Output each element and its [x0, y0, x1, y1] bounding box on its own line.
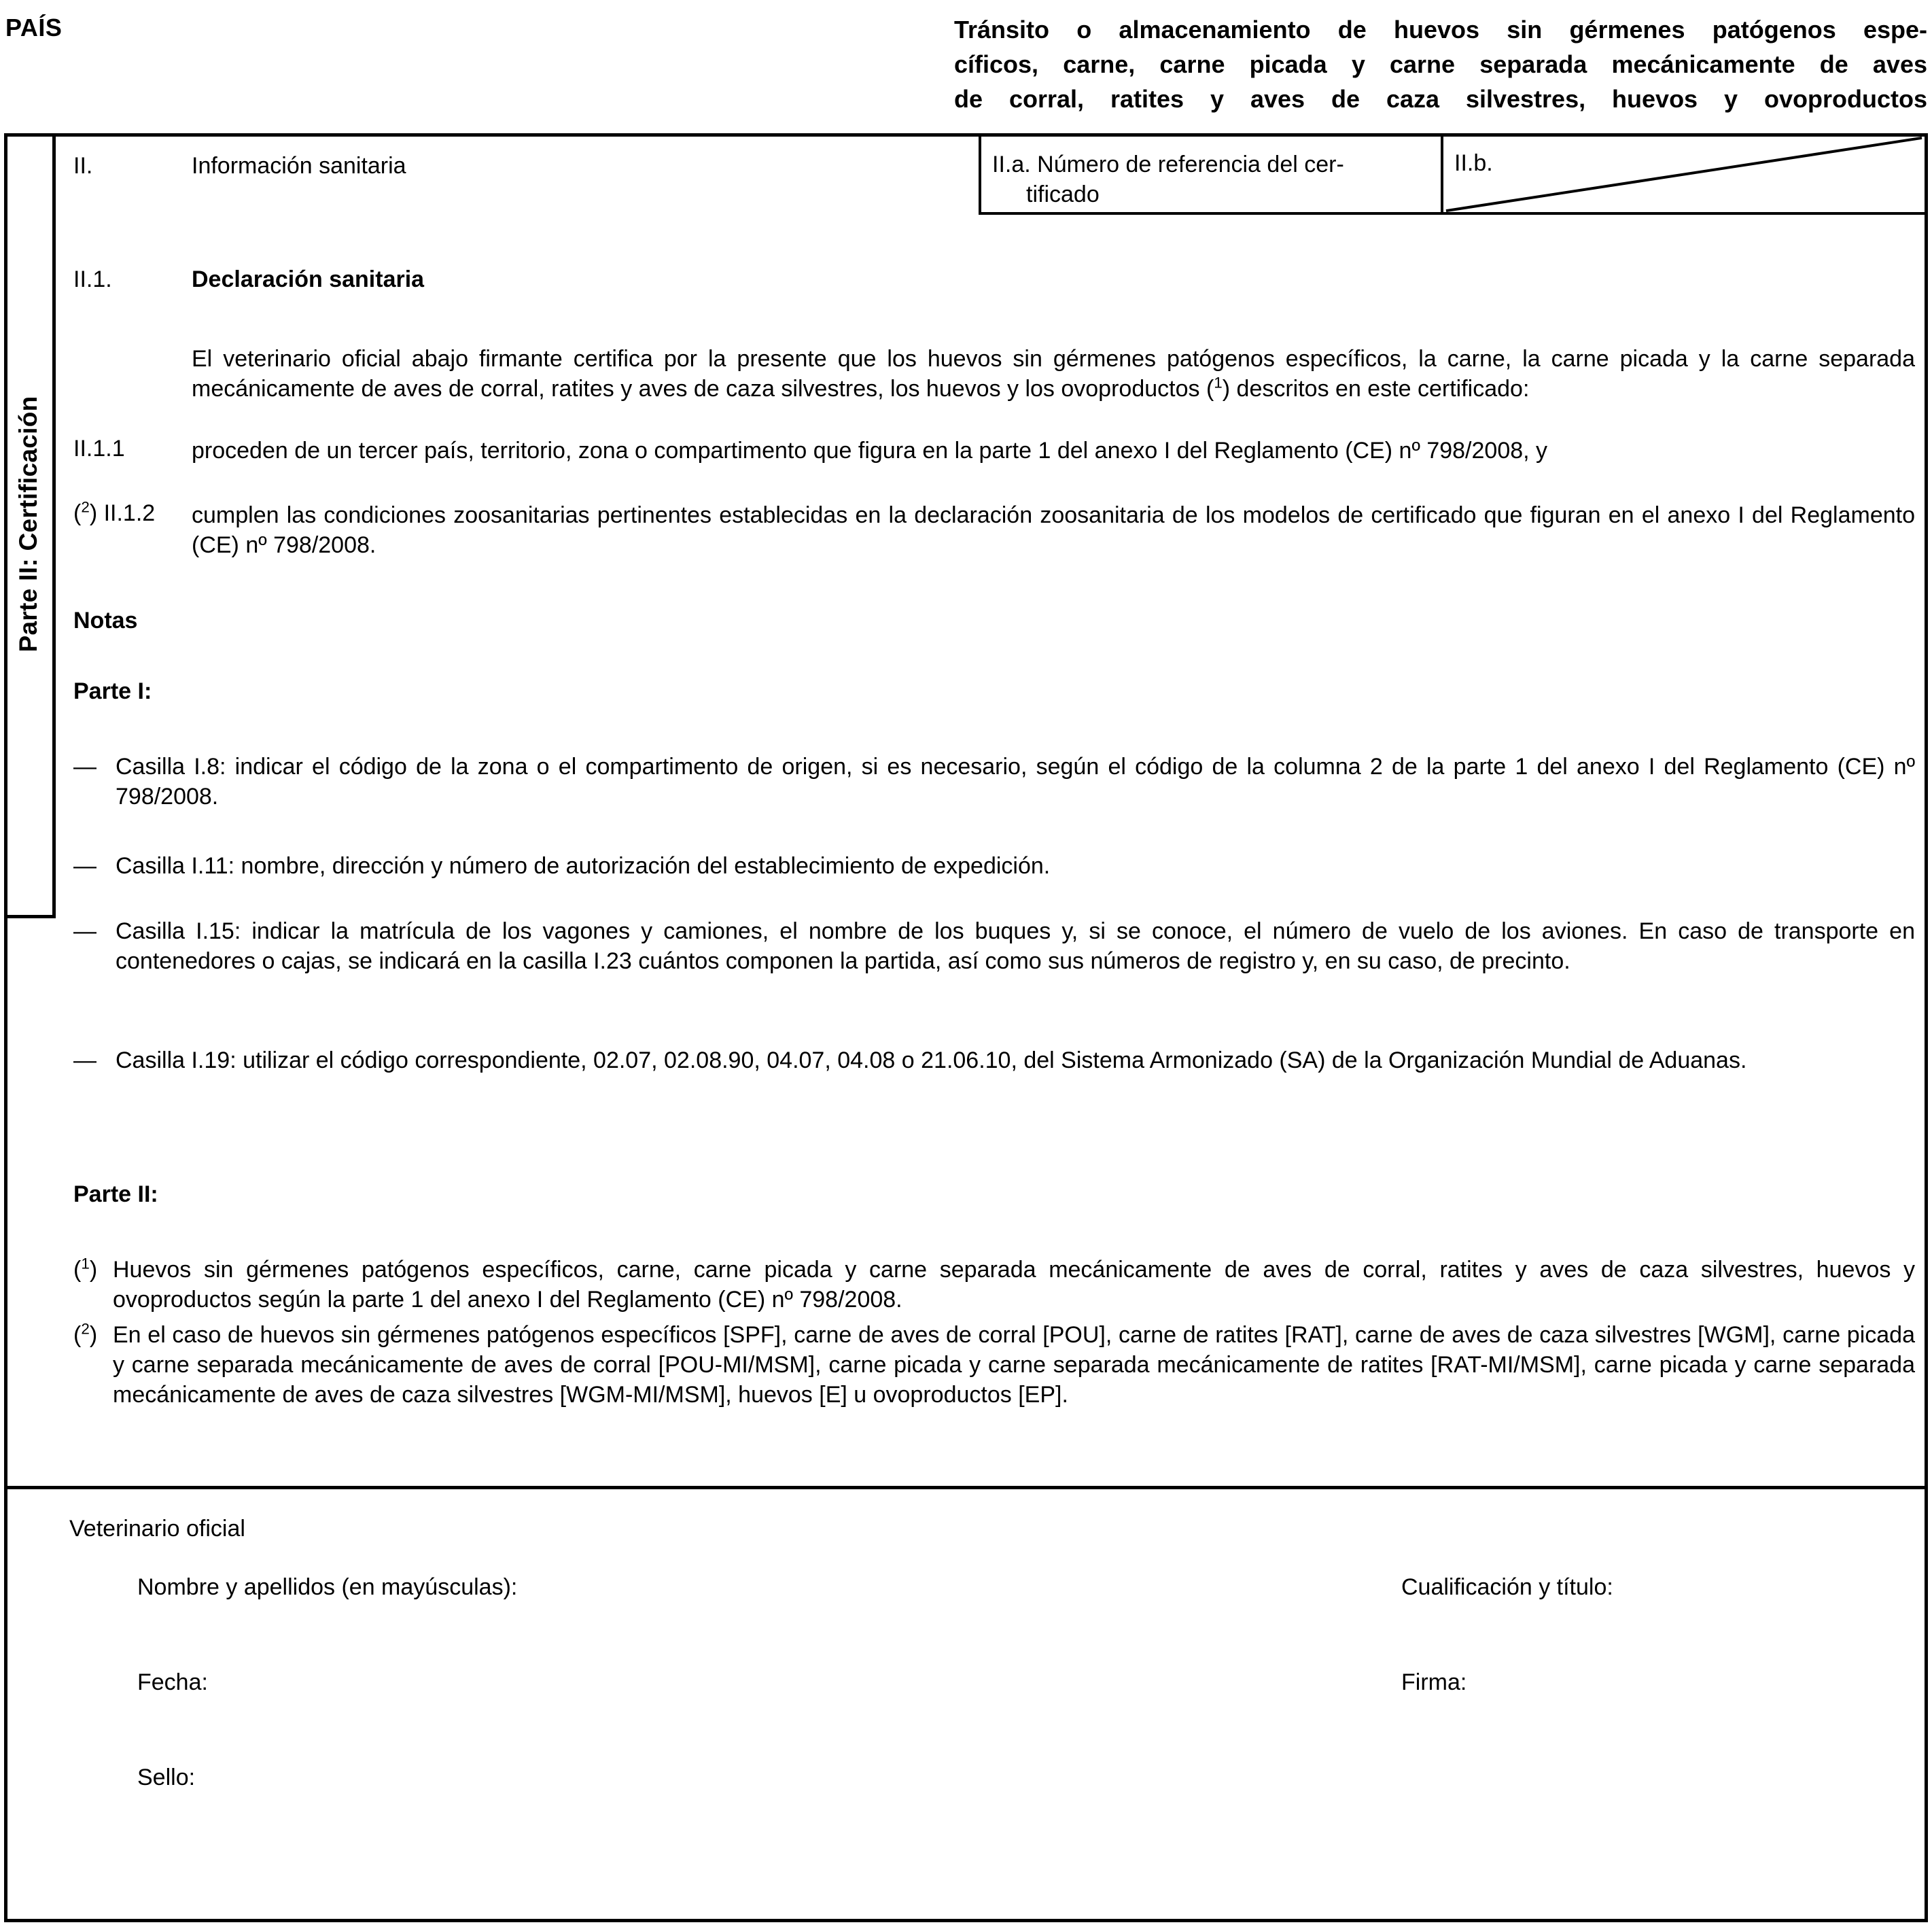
- section-ii-header-row: [56, 137, 1925, 215]
- signature-divider: [4, 1486, 1928, 1489]
- qualification-field-label[interactable]: Cualificación y título:: [1401, 1574, 1613, 1600]
- parte-i-item-casilla-i11: [73, 851, 1915, 881]
- parte-i-item-casilla-i8-text: Casilla I.8: indicar el código de la zona o el compartimento de origen, si es necesario, según el código de la columna 2 de la parte 1 del anexo I del Reglamento (CE) nº 798/2008.: [116, 754, 1915, 810]
- notes-heading: Notas: [73, 608, 138, 633]
- certificate-reference-label-line1: II.a. Número de referencia del cer-: [992, 152, 1344, 177]
- parte-i-item-casilla-i19: [73, 1045, 1915, 1075]
- parte-i-item-casilla-i15-text: Casilla I.15: indicar la matrícula de los vagones y camiones, el nombre de los buques y, si se conoce, el número de vuelo de los aviones. En caso de transporte en contenedores o cajas, se indicará en la casilla I.23 cuántos componen la partida, así como sus números de registro y, en su caso, de precinto.: [116, 918, 1915, 975]
- document-title-line-1: Tránsito o almacenamiento de huevos sin gérmenes patógenos espe-: [954, 16, 1927, 44]
- footnote-2-marker: ($^2$): [73, 1320, 98, 1348]
- parte-ii-footnote-1: [73, 1255, 1915, 1315]
- item-ii-1-1-number: II.1.1: [73, 436, 125, 462]
- document-header: [0, 0, 1932, 136]
- document-title-line-2: cíficos, carne, carne picada y carne separada mecánicamente de aves: [954, 50, 1927, 79]
- document-title: [954, 12, 1927, 116]
- parte-i-item-casilla-i15: [73, 916, 1915, 976]
- certificate-reference-label: [992, 150, 1427, 209]
- item-ii-1-1-text: proceden de un tercer país, territorio, zona o compartimento que figura en la parte 1 del anexo I del Reglamento (CE) nº 798/2008, y: [192, 438, 1548, 464]
- declaration-number: II.1.: [73, 266, 112, 292]
- parte-i-item-casilla-i11-text: Casilla I.11: nombre, dirección y número de autorización del establecimiento de expedición.: [116, 853, 1051, 879]
- dash-bullet-icon: —: [73, 853, 96, 879]
- signature-field-label[interactable]: Firma:: [1401, 1669, 1467, 1695]
- parte-i-item-casilla-i19-text: Casilla I.19: utilizar el código correspondiente, 02.07, 02.08.90, 04.07, 04.08 o 21.06.10, del Sistema Armonizado (SA) de la Organización Mundial de Aduanas.: [116, 1047, 1747, 1073]
- parte-ii-heading: Parte II:: [73, 1181, 158, 1207]
- ii-b-label: II.b.: [1454, 150, 1493, 176]
- parte-i-item-casilla-i8: [73, 752, 1915, 812]
- dash-bullet-icon: —: [73, 1047, 96, 1073]
- item-ii-1-2-text: cumplen las condiciones zoosanitarias pertinentes establecidas en la declaración zoosanitaria de los modelos de certificado que figuran en el anexo I del Reglamento (CE) nº 798/2008.: [192, 502, 1915, 559]
- stamp-field-label[interactable]: Sello:: [137, 1765, 196, 1790]
- parte-i-heading: Parte I:: [73, 678, 152, 704]
- sidebar-part-ii-certification: [4, 133, 56, 918]
- parte-ii-footnote-1-text: Huevos sin gérmenes patógenos específicos, carne, carne picada y carne separada mecánicamente de aves de corral, ratites y aves de caza silvestres, huevos y ovoproductos según la parte 1 del anexo I del Reglamento (CE) nº 798/2008.: [113, 1257, 1915, 1313]
- section-ii-title: Información sanitaria: [192, 153, 406, 179]
- sidebar-label: Parte II: Certificación: [14, 396, 42, 653]
- parte-ii-footnote-2: [73, 1320, 1915, 1410]
- name-field-label[interactable]: Nombre y apellidos (en mayúsculas):: [137, 1574, 518, 1600]
- item-ii-1-2-number: ($^2$) II.1.2: [73, 498, 156, 526]
- cell-section-ii: [56, 137, 979, 215]
- country-label: PAÍS: [5, 14, 63, 41]
- dash-bullet-icon: —: [73, 918, 96, 944]
- official-veterinarian-label: Veterinario oficial: [69, 1516, 245, 1542]
- cell-certificate-reference-number[interactable]: [979, 137, 1441, 215]
- section-ii-number: II.: [73, 153, 93, 179]
- footnote-1-marker: ($^1$): [73, 1255, 98, 1283]
- date-field-label[interactable]: Fecha:: [137, 1669, 208, 1695]
- parte-ii-footnote-2-text: En el caso de huevos sin gérmenes patógenos específicos [SPF], carne de aves de corral [POU], carne de ratites [RAT], carne de aves de caza silvestres [WGM], carne picada y carne separada mecánicamente de aves de corral [POU-MI/MSM], carne picada y carne separada mecánicamente de ratites [RAT-MI/MSM], carne picada y carne separada mecánicamente de aves de caza silvestres [WGM-MI/MSM], huevos [E] u ovoproductos [EP].: [113, 1322, 1915, 1408]
- dash-bullet-icon: —: [73, 754, 96, 780]
- diagonal-strike-icon: [1443, 137, 1925, 212]
- cell-ii-b[interactable]: [1441, 137, 1925, 215]
- declaration-title: Declaración sanitaria: [192, 266, 425, 292]
- document-title-line-3: de corral, ratites y aves de caza silvestres, huevos y ovoproductos: [954, 85, 1927, 114]
- certificate-reference-label-line2: tificado: [1026, 181, 1100, 207]
- declaration-intro-text: El veterinario oficial abajo firmante certifica por la presente que los huevos sin gérmenes patógenos específicos, la carne, la carne picada y la carne separada mecánicamente de aves de corral, ratites y aves de caza silvestres, los huevos y los ovoproductos ($^1$) descritos en este certificado:: [192, 346, 1915, 402]
